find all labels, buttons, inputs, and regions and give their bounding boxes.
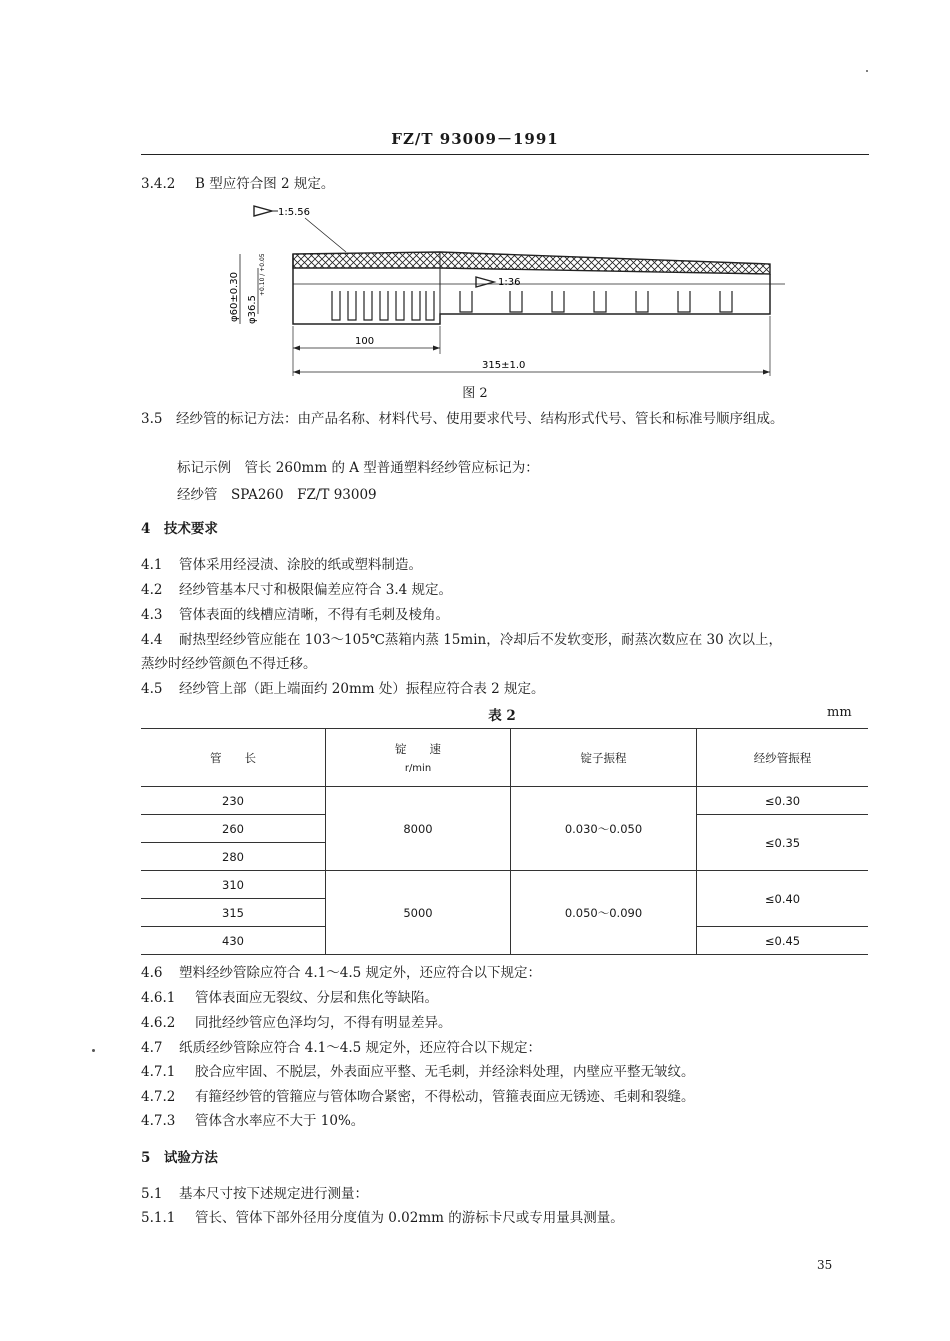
dim-100: 100 <box>355 336 375 347</box>
table-header-row <box>141 729 868 787</box>
clause-number: 4.7.1 <box>141 1064 176 1080</box>
section-4-title: 4 技术要求 <box>141 521 218 537</box>
taper-symbol-inner <box>476 277 494 287</box>
clause-number: 4.6.2 <box>141 1015 176 1031</box>
clause-number: 4.6.1 <box>141 990 176 1006</box>
tube-grooves <box>332 291 732 320</box>
clause-text: 纸质经纱管除应符合 4.1～4.5 规定外，还应符合以下规定： <box>179 1040 542 1056</box>
leader-line <box>305 218 346 252</box>
clause-number: 4.1 <box>141 557 163 573</box>
clause-3-4-2 <box>141 174 334 194</box>
dim-inner-tolerance: +0.10 / +0.05 <box>259 253 266 296</box>
clause-4-4-cont <box>141 654 317 674</box>
clause-text: 耐热型经纱管应能在 103～105℃蒸箱内蒸 15min，冷却后不发软变形，耐蒸次数应在 30 次以上， <box>179 632 782 648</box>
header-tube-runout: 经纱管振程 <box>697 729 869 787</box>
clause-4-7-1 <box>141 1062 695 1082</box>
figure-caption: 图 2 <box>462 386 488 401</box>
table-2 <box>141 728 868 955</box>
clause-number: 4.7.2 <box>141 1089 176 1105</box>
clause-5-1-1 <box>141 1208 624 1228</box>
cell-length: 230 <box>141 787 326 815</box>
clause-number: 4.5 <box>141 681 163 697</box>
clause-4-1 <box>141 555 422 575</box>
clause-number: 4.4 <box>141 632 163 648</box>
cell-length: 280 <box>141 843 326 871</box>
clause-text: 蒸纱时经纱管颜色不得迁移。 <box>141 656 317 672</box>
page-number: 35 <box>817 1258 833 1272</box>
cell-speed: 8000 <box>326 787 511 871</box>
clause-number: 4.3 <box>141 607 163 623</box>
clause-text: B 型应符合图 2 规定。 <box>195 176 335 192</box>
clause-number: 4.6 <box>141 965 163 981</box>
clause-4-6-2 <box>141 1013 452 1033</box>
clause-text: 管长、管体下部外径用分度值为 0.02mm 的游标卡尺或专用量具测量。 <box>195 1210 624 1226</box>
header-spindle-speed <box>326 729 511 787</box>
taper-ratio-top: 1:5.56 <box>278 207 310 218</box>
header-spindle-speed-label: 锭 速 <box>395 742 441 756</box>
cell-length: 310 <box>141 871 326 899</box>
table-2-unit: mm <box>827 705 852 720</box>
dim-inner-diameter: φ36.5 <box>247 295 258 324</box>
tube-wall-hatch <box>293 252 770 274</box>
cell-tube-runout: ≤0.30 <box>697 787 869 815</box>
header-rule <box>141 154 869 155</box>
clause-4-7-2 <box>141 1087 695 1107</box>
cell-tube-runout: ≤0.35 <box>697 815 869 871</box>
cell-tube-runout: ≤0.45 <box>697 927 869 955</box>
clause-text: 塑料经纱管除应符合 4.1～4.5 规定外，还应符合以下规定： <box>179 965 542 981</box>
dim-outer-diameter: φ60±0.30 <box>229 272 240 322</box>
clause-text: 同批经纱管应色泽均匀，不得有明显差异。 <box>195 1015 452 1031</box>
clause-number: 4.7 <box>141 1040 163 1056</box>
clause-text: 胶合应牢固、不脱层，外表面应平整、无毛刺，并经涂料处理，内壁应平整无皱纹。 <box>195 1064 695 1080</box>
clause-5-1 <box>141 1184 368 1204</box>
clause-text: 经纱管基本尺寸和极限偏差应符合 3.4 规定。 <box>179 582 453 598</box>
clause-4-6-1 <box>141 988 438 1008</box>
clause-4-3 <box>141 605 449 625</box>
header-tube-length: 管 长 <box>141 729 326 787</box>
clause-text: 管体含水率应不大于 10%。 <box>195 1113 365 1129</box>
clause-text: 基本尺寸按下述规定进行测量： <box>179 1186 368 1202</box>
figure-2-tube-drawing <box>210 196 810 378</box>
header-speed-unit: r/min <box>404 763 432 774</box>
clause-number: 5.1.1 <box>141 1210 176 1226</box>
table-row <box>141 787 868 815</box>
cell-length: 260 <box>141 815 326 843</box>
clause-3-5: 3.5 经纱管的标记方法：由产品名称、材料代号、使用要求代号、结构形式代号、管长和标准号顺序组成。 <box>141 411 784 427</box>
cell-spindle-runout: 0.050～0.090 <box>511 871 697 955</box>
header-spindle-runout: 锭子振程 <box>511 729 697 787</box>
taper-symbol-top <box>254 206 278 216</box>
taper-ratio-inner: 1:36 <box>498 277 521 288</box>
table-2-caption: 表 2 <box>488 708 516 724</box>
cell-spindle-runout: 0.030～0.050 <box>511 787 697 871</box>
clause-4-4 <box>141 630 782 650</box>
cell-speed: 5000 <box>326 871 511 955</box>
clause-4-2 <box>141 580 452 600</box>
table-row <box>141 871 868 899</box>
clause-4-7 <box>141 1038 541 1058</box>
clause-number: 5.1 <box>141 1186 163 1202</box>
clause-text: 经纱管上部（距上端面约 20mm 处）振程应符合表 2 规定。 <box>179 681 545 697</box>
cell-length: 430 <box>141 927 326 955</box>
clause-4-6 <box>141 963 541 983</box>
clause-text: 管体采用经浸渍、涂胶的纸或塑料制造。 <box>179 557 422 573</box>
cell-tube-runout: ≤0.40 <box>697 871 869 927</box>
scan-speck <box>92 1049 95 1052</box>
clause-number: 4.7.3 <box>141 1113 176 1129</box>
clause-text: 管体表面的线槽应清晰，不得有毛刺及棱角。 <box>179 607 449 623</box>
marking-example-value: 经纱管 SPA260 FZ/T 93009 <box>177 487 377 503</box>
scan-speck <box>866 70 868 72</box>
clause-text: 管体表面应无裂纹、分层和焦化等缺陷。 <box>195 990 438 1006</box>
standard-header: FZ/T 93009－1991 <box>391 130 559 148</box>
clause-text: 有箍经纱管的管箍应与管体吻合紧密，不得松动，管箍表面应无锈迹、毛刺和裂缝。 <box>195 1089 695 1105</box>
clause-number: 4.2 <box>141 582 163 598</box>
cell-length: 315 <box>141 899 326 927</box>
clause-4-5 <box>141 679 545 699</box>
clause-number: 3.4.2 <box>141 176 176 192</box>
marking-example-label: 标记示例 管长 260mm 的 A 型普通塑料经纱管应标记为： <box>177 460 539 476</box>
section-5-title: 5 试验方法 <box>141 1150 218 1166</box>
clause-4-7-3 <box>141 1111 364 1131</box>
dim-total-length: 315±1.0 <box>482 360 526 371</box>
